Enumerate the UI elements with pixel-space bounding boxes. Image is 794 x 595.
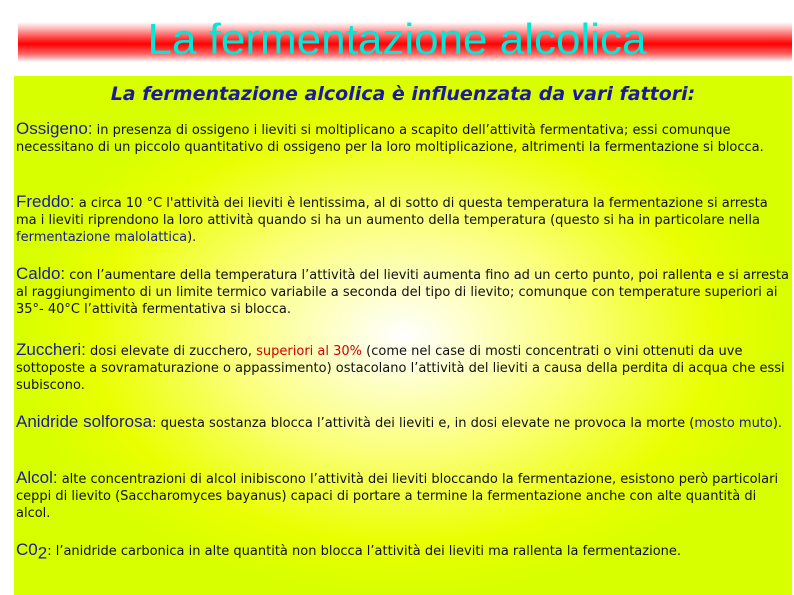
factor-zuccheri: [16, 341, 792, 394]
factor-text: con l’aumentare della temperatura l’attività del lieviti aumenta fino ad un certo punto, poi rallenta e si arresta al raggiungimento di un limite termico variabile a seconda del tipo di lievito; comunque con temperature superiori ai 35°- 40°C l’attività fermentativa si blocca.: [16, 268, 789, 317]
slide-title: La fermentazione alcolica: [147, 15, 647, 64]
factor-heading: Ossigeno:: [16, 119, 93, 138]
factor-heading: Zuccheri:: [16, 340, 86, 359]
factor-text: dosi elevate di zucchero,: [85, 344, 257, 359]
content-panel: [14, 76, 792, 595]
factor-text-after: ).: [187, 230, 197, 245]
factor-heading-subscript: 2: [37, 543, 48, 563]
factor-ossigeno: [16, 120, 792, 156]
factor-text-after: ).: [772, 416, 783, 431]
factor-anidride-solforosa: [16, 413, 792, 432]
factor-text: in presenza di ossigeno i lieviti si moltiplicano a scapito dell’attività fermentativa; essi comunque necessitano di un piccolo quantitativo di ossigeno per la loro moltiplicazione, altrimenti la fermentazione si blocca.: [16, 123, 764, 155]
factor-heading: Caldo:: [16, 264, 66, 283]
factor-freddo: [16, 193, 792, 246]
factor-heading: C0: [16, 540, 38, 559]
factor-text: : questa sostanza blocca l’attività dei lieviti e, in dosi elevate ne provoca la morte (: [152, 416, 695, 431]
factor-heading: Anidride solforosa: [16, 412, 153, 431]
factor-alcol: [16, 469, 792, 522]
factor-caldo: [16, 265, 792, 318]
link-mosto-muto[interactable]: mosto muto: [694, 416, 773, 431]
factor-heading: Alcol:: [16, 468, 58, 487]
factor-text: : l’anidride carbonica in alte quantità non blocca l’attività dei lieviti ma rallenta la fermentazione.: [47, 544, 682, 559]
factor-text-after: (come nel case di mosti concentrati o vini ottenuti da uve sottoposte a sovramaturazione o appassimento) ostacolano l’attività del lieviti a causa della perdita di acqua che essi subiscono.: [16, 344, 785, 393]
factor-text: alte concentrazioni di alcol inibiscono l’attività dei lieviti bloccando la fermentazione, esistono però particolari ceppi di lievito (Saccharomyces bayanus) capaci di portare a termine la fermentazione anche con alte quantità di alcol.: [16, 472, 779, 521]
link-fermentazione-malolattica[interactable]: fermentazione malolattica: [16, 230, 188, 245]
factor-co2: [16, 541, 792, 562]
factor-text: a circa 10 °C l'attività dei lieviti è lentissima, al di sotto di questa temperatura la fermentazione si arresta ma i lieviti riprendono la loro attività quando si ha un aumento della temperatura (questo si ha in particolare nella: [16, 196, 768, 228]
subtitle: La fermentazione alcolica è influenzata da vari fattori:: [110, 83, 696, 105]
factor-heading: Freddo:: [16, 192, 75, 211]
highlight-text: superiori al 30%: [256, 344, 363, 359]
